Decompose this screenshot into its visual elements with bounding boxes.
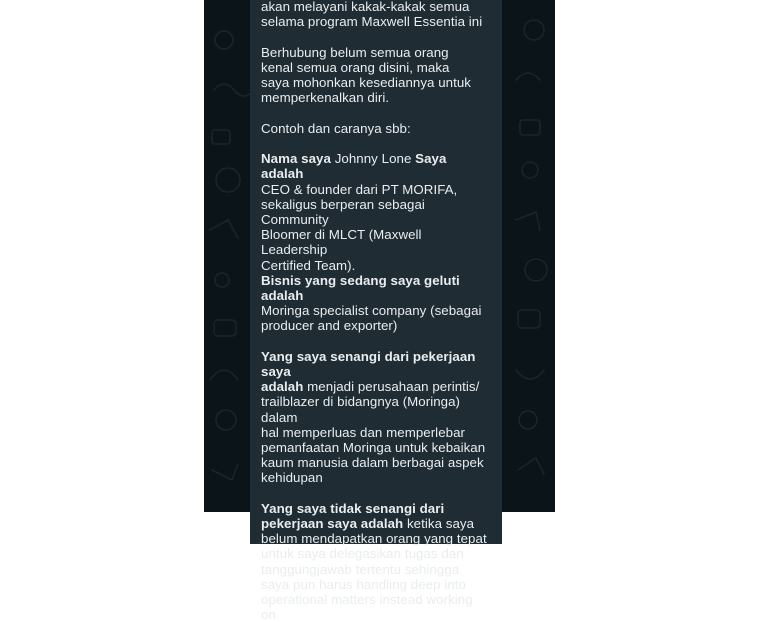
chat-screen — [204, 0, 555, 622]
profile-paragraph — [261, 151, 491, 273]
intro-paragraph — [261, 0, 491, 30]
example-heading: Contoh dan caranya sbb: — [261, 120, 411, 136]
ask-paragraph: Berhubung belum semua orang kenal semua orang disini, maka saya mohonkan kesediannya untuk memperkenalkan diri. — [261, 44, 472, 106]
dislike-paragraph — [261, 501, 491, 622]
business-label: Bisnis yang sedang saya geluti adalah — [261, 272, 460, 304]
role-value: CEO & founder dari PT MORIFA, sekaligus berperan sebagai Community Bloomer di MLCT (Maxwell Leadership Certified Team). — [261, 181, 458, 273]
name-value: Johnny Lone — [330, 151, 416, 167]
dislike-label: Yang saya tidak senangi dari pekerjaan saya adalah — [261, 500, 445, 532]
like-value: menjadi perusahaan perintis/ trailblazer di bidangnya (Moringa) dalam hal memperluas dan memperlebar pemanfaatan Moringa untuk kebaikan kaum manusia dalam berbagai aspek kehidupan — [261, 379, 486, 486]
like-paragraph — [261, 349, 491, 486]
role-label: Saya adalah — [261, 151, 447, 182]
name-label: Nama saya — [261, 151, 331, 167]
intro-line-2: akan melayani kakak-kakak semua — [261, 0, 470, 15]
business-paragraph — [261, 273, 491, 334]
intro-line-3: selama program Maxwell Essentia ini — [261, 14, 483, 30]
message-bubble[interactable] — [250, 0, 502, 622]
dislike-value: ketika saya belum mendapatkan orang yang tepat untuk saya delegasikan tugas dan tanggungjawab tertentu sehingga saya pun harus handling deep into operational matters instead working on — [261, 516, 487, 622]
business-value: Moringa specialist company (sebagai producer and exporter) — [261, 303, 482, 334]
like-label: Yang saya senangi dari pekerjaan saya adalah — [261, 348, 476, 395]
